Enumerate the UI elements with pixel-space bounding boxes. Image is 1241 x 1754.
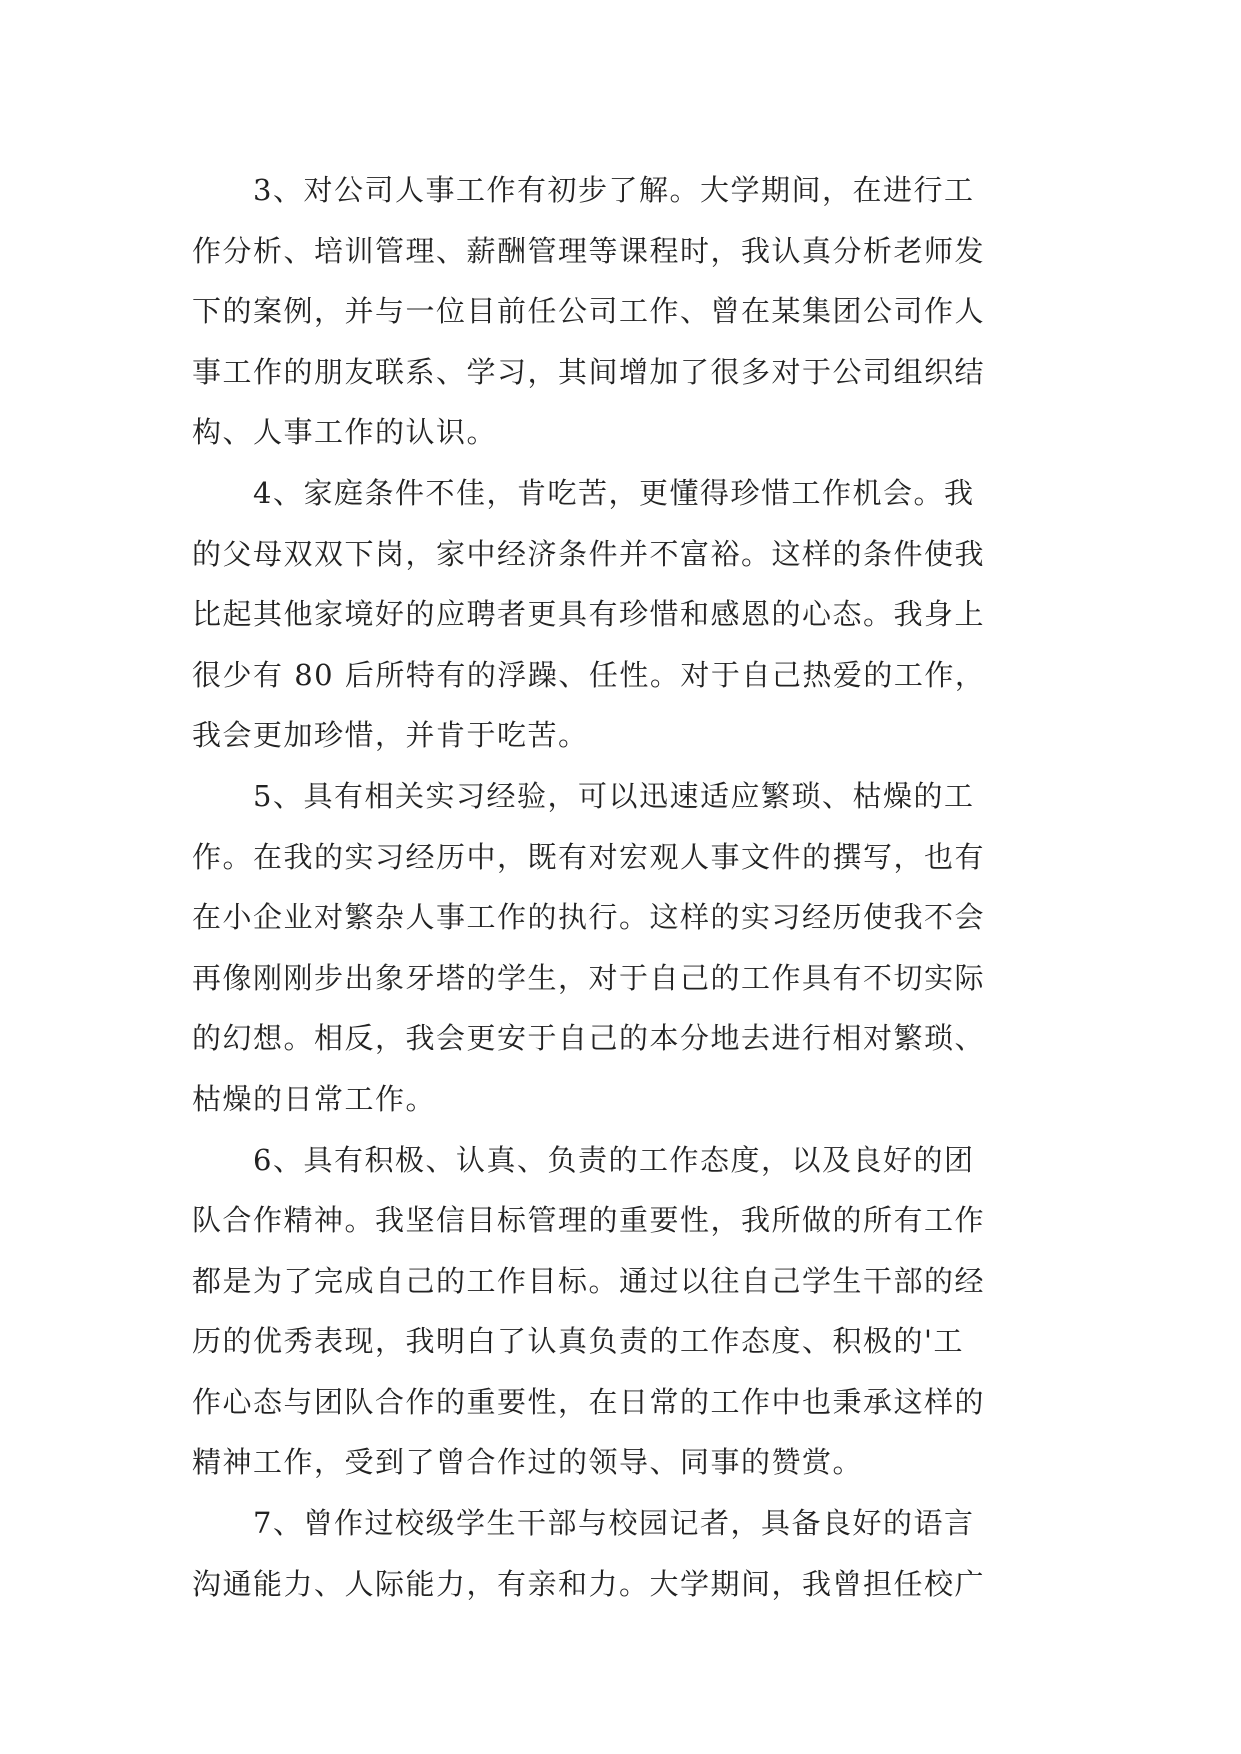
- text-line: 再像刚刚步出象牙塔的学生，对于自己的工作具有不切实际: [192, 960, 986, 995]
- text-line: 4、家庭条件不佳，肯吃苦，更懂得珍惜工作机会。我: [253, 475, 975, 510]
- text-line: 5、具有相关实习经验，可以迅速适应繁琐、枯燥的工: [253, 778, 975, 813]
- text-line: 作分析、培训管理、薪酬管理等课程时，我认真分析老师发: [192, 233, 986, 268]
- text-line: 枯燥的日常工作。: [192, 1081, 437, 1116]
- text-line: 很少有 80 后所特有的浮躁、任性。对于自己热爱的工作，: [192, 657, 986, 692]
- text-line: 都是为了完成自己的工作目标。通过以往自己学生干部的经: [192, 1263, 986, 1298]
- text-line: 构、人事工作的认识。: [192, 415, 498, 450]
- text-line: 历的优秀表现，我明白了认真负责的工作态度、积极的'工: [192, 1324, 964, 1359]
- text-line: 作心态与团队合作的重要性，在日常的工作中也秉承这样的: [192, 1384, 986, 1419]
- text-line: 作。在我的实习经历中，既有对宏观人事文件的撰写，也有: [192, 839, 986, 874]
- paragraph-5: [192, 766, 1072, 1130]
- paragraph-4: [192, 463, 1072, 766]
- text-line: 下的案例，并与一位目前任公司工作、曾在某集团公司作人: [192, 294, 986, 329]
- text-line: 6、具有积极、认真、负责的工作态度，以及良好的团: [253, 1142, 975, 1177]
- text-line: 7、曾作过校级学生干部与校园记者，具备良好的语言: [253, 1506, 975, 1541]
- text-line: 队合作精神。我坚信目标管理的重要性，我所做的所有工作: [192, 1203, 986, 1238]
- text-line: 沟通能力、人际能力，有亲和力。大学期间，我曾担任校广: [192, 1566, 986, 1601]
- text-line: 在小企业对繁杂人事工作的执行。这样的实习经历使我不会: [192, 900, 986, 935]
- text-line: 3、对公司人事工作有初步了解。大学期间，在进行工: [253, 173, 975, 207]
- text-line: 的幻想。相反，我会更安于自己的本分地去进行相对繁琐、: [192, 1021, 986, 1056]
- text-line: 我会更加珍惜，并肯于吃苦。: [192, 718, 589, 753]
- paragraph-7: [192, 1493, 1072, 1614]
- paragraph-3: [192, 160, 1072, 463]
- paragraph-6: [192, 1130, 1072, 1494]
- document-body: [192, 160, 1072, 1614]
- text-line: 比起其他家境好的应聘者更具有珍惜和感恩的心态。我身上: [192, 597, 986, 632]
- text-line: 精神工作，受到了曾合作过的领导、同事的赞赏。: [192, 1445, 864, 1480]
- text-line: 事工作的朋友联系、学习，其间增加了很多对于公司组织结: [192, 354, 986, 389]
- text-line: 的父母双双下岗，家中经济条件并不富裕。这样的条件使我: [192, 536, 986, 571]
